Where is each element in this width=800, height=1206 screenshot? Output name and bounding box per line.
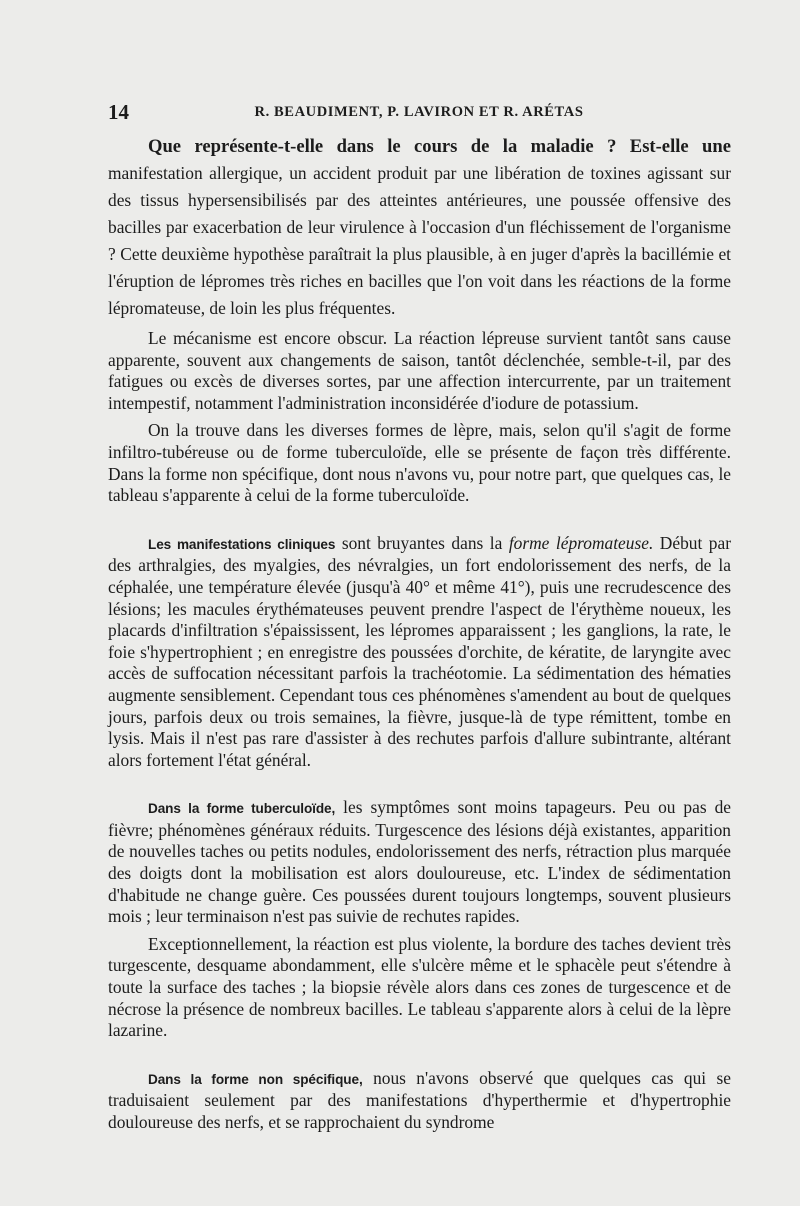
run-in-heading-tuberculoid: Dans la forme tuberculoïde, [148,801,336,817]
paragraph-mechanism: Le mécanisme est encore obscur. La réaction lépreuse survient tantôt sans cause apparente, souvent aux changements de saison, tantôt déclenchée, semble-t-il, par des fatigues ou excès de diverses sortes, par une affection intercurrente, par un traitement intempestif, notamment l'administration inconsidérée d'iodure de potassium. [108,328,731,413]
paragraph-forms: On la trouve dans les diverses formes de lèpre, mais, selon qu'il s'agit de forme infiltro-tubéreuse ou de forme tuberculoïde, elle se présente de façon très différente. Dans la forme non spécifique, dont nous n'avons vu, pour notre part, que quelques cas, le tableau s'apparente à celui de la forme tuberculoïde. [108,420,731,506]
non-specific-text: nous n'avons observé que quelques cas qui se traduisaient seulement par des manifestations d'hyperthermie et d'hypertrophie douloureuse des nerfs, et se rapprochaient du syndrome [108,1067,731,1132]
page-header [108,100,730,128]
paragraph-lepromatous [108,533,731,772]
run-in-heading-non-specific: Dans la forme non spécifique, [148,1071,363,1087]
question-continuation: manifestation allergique, un accident produit par une libération de toxines agissant sur des tissus hypersensibilisés par des atteintes antérieures, une poussée offensive des bacilles par exacerbation de leur virulence à l'occasion d'un fléchissement de l'organisme ? Cette deuxième hypothèse paraîtrait la plus plausible, à en juger d'après la bacillémie et l'éruption de lépromes très riches en bacilles que l'on voit dans les réactions de la forme lépromateuse, de loin les plus fréquentes. [108,163,731,318]
paragraph-question [108,134,731,322]
question-sentence: Que représente-t-elle dans le cours de la maladie ? Est-elle une [148,136,731,157]
paragraph-non-specific [108,1068,731,1134]
lepromatous-text: Début par des arthralgies, des myalgies, des névralgies, un fort endolorissement des nerfs, de la céphalée, une température élevée (jusqu'à 40° et même 41°), puis une recrudescence des lésions; les macules érythémateuses peuvent prendre l'aspect de l'érythème noueux, les placards d'infiltration s'épaississent, les lépromes apparaissent ; les ganglions, la rate, le foie s'hypertrophient ; en enregistre des poussées d'orchite, de kératite, de laryngite avec accès de suffocation nécessitant parfois la trachéotomie. La sédimentation des hématies augmente sensiblement. Cependant tous ces phénomènes s'amendent au bout de quelques jours, parfois deux ou trois semaines, la fièvre, jusque-là de type rémittent, tombe en lysis. Mais il n'est pas rare d'assister à des rechutes parfois d'allure subintrante, altérant alors fortement l'état général. [108,532,731,770]
tuberculoid-text: les symptômes sont moins tapageurs. Peu ou pas de fièvre; phénomènes généraux réduits. Turgescence des lésions déjà existantes, apparition de nouvelles taches ou petits nodules, endolorissement des nerfs, rétraction plus marquée des doigts dont la mobilisation est alors douloureuse, etc. L'index de sédimentation d'habitude ne change guère. Ces poussées durent toujours longtemps, souvent plusieurs mois ; leur terminaison n'est pas suivie de rechutes rapides. [108,797,731,927]
lepromatous-intro: sont bruyantes dans la [341,532,503,553]
paragraph-tuberculoid [108,797,731,928]
running-head-authors: R. BEAUDIMENT, P. LAVIRON ET R. ARÉTAS [254,104,584,120]
article-body [108,134,731,1134]
page-number: 14 [108,100,129,124]
run-in-heading-clinical: Les manifestations cliniques [148,536,336,552]
paragraph-exceptional: Exceptionnellement, la réaction est plus violente, la bordure des taches devient très turgescente, desquame abondamment, elle s'ulcère même et le sphacèle peut s'étendre à toute la surface des taches ; la biopsie révèle alors dans ces zones de turgescence et de nécrose la présence de nombreux bacilles. Le tableau s'apparente alors à celui de la lèpre lazarine. [108,933,731,1041]
lepromatous-form-italic: forme lépromateuse. [508,532,654,553]
